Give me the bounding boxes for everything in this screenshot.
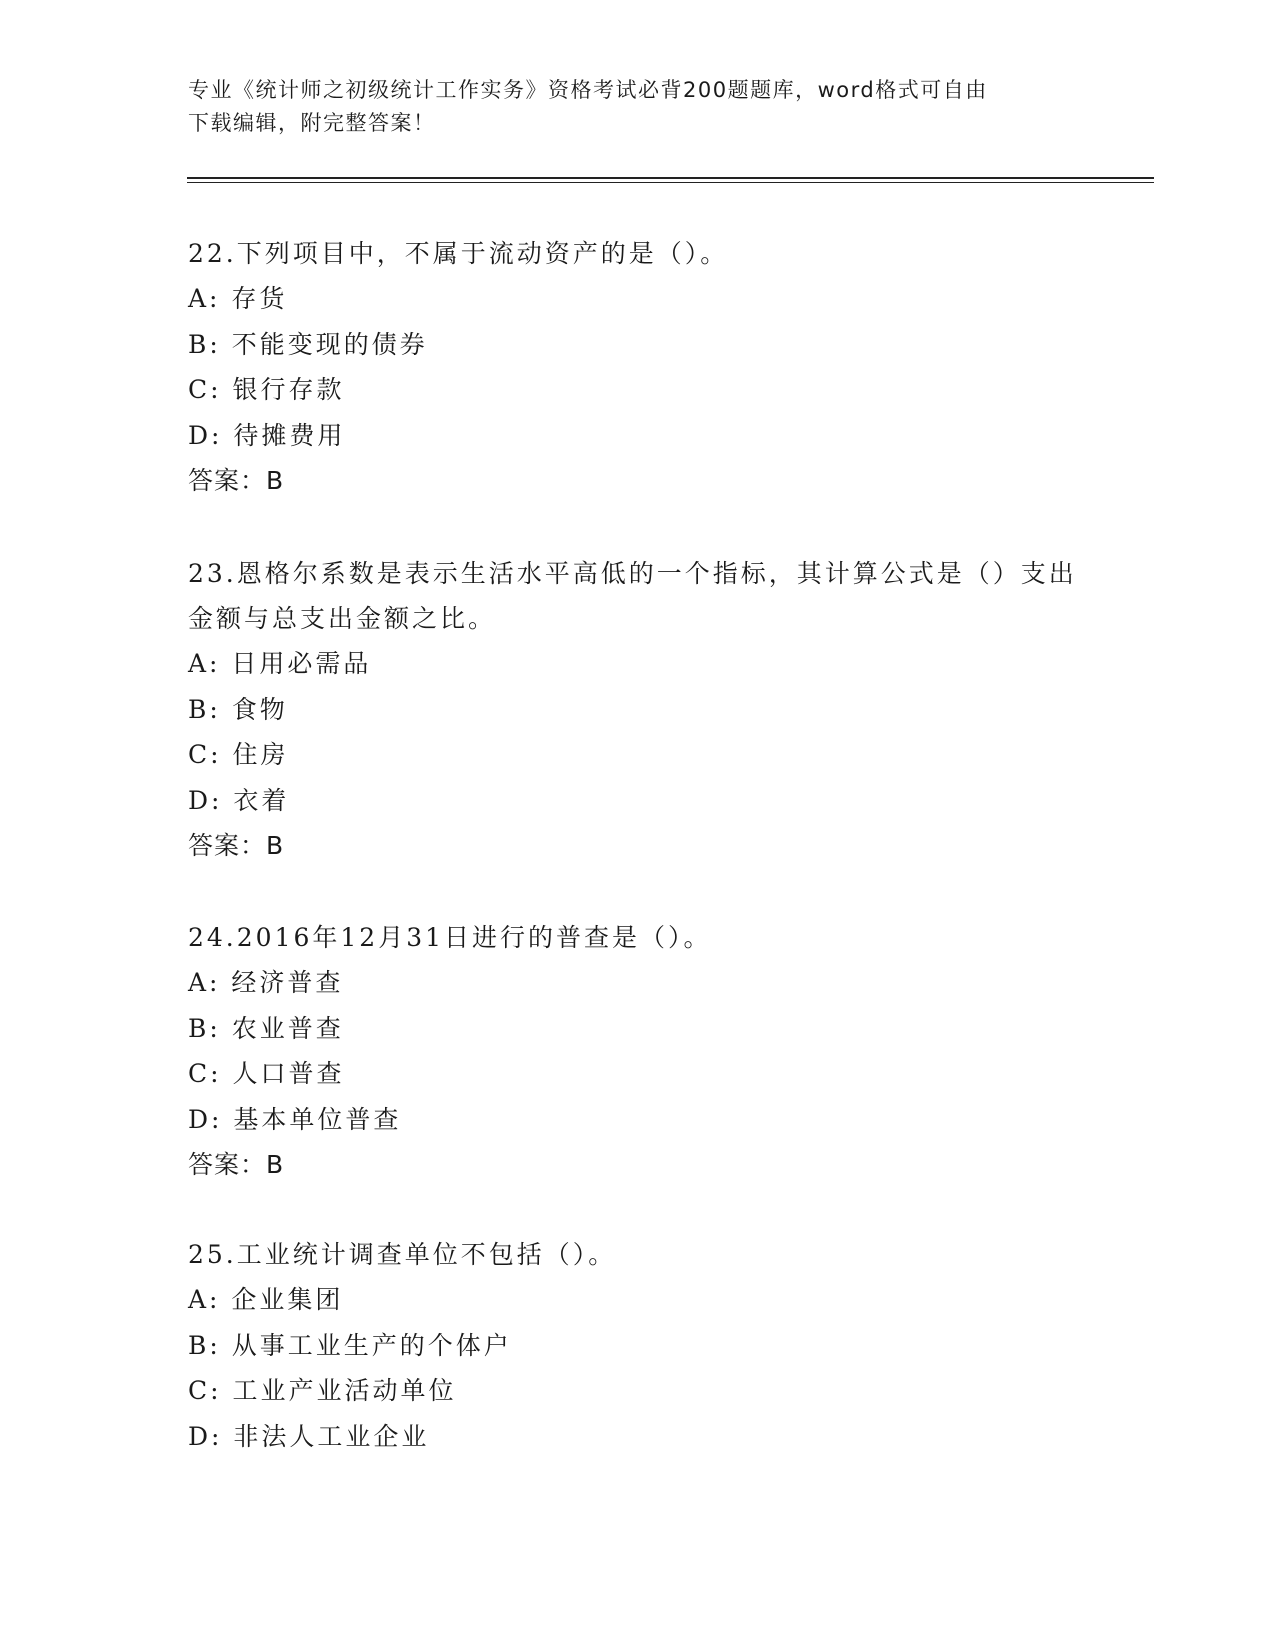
question-stem: 23.恩格尔系数是表示生活水平高低的一个指标，其计算公式是（）支出金额与总支出金额之比。 — [188, 559, 1077, 633]
question-stem: 25.工业统计调查单位不包括（）。 — [188, 1240, 617, 1269]
option-a: A: 日用必需品 — [188, 649, 372, 678]
question-stem: 24.2016年12月31日进行的普查是（）。 — [188, 923, 712, 952]
option-b: B: 农业普查 — [188, 1013, 344, 1043]
answer-label: 答案：B — [188, 831, 285, 860]
question-stem: 22.下列项目中，不属于流动资产的是（）。 — [188, 239, 729, 268]
option-d: D: 基本单位普查 — [188, 1104, 402, 1134]
option-d: D: 衣着 — [188, 785, 290, 815]
answer-label: 答案：B — [188, 466, 285, 495]
option-b: B: 从事工业生产的个体户 — [188, 1330, 512, 1360]
document-header — [188, 74, 1088, 140]
question-22 — [188, 231, 1088, 504]
header-divider-thick — [187, 177, 1154, 179]
question-24 — [188, 915, 1088, 1188]
header-line-1: 专业《统计师之初级统计工作实务》资格考试必背200题题库，word格式可自由 — [188, 78, 988, 102]
question-25 — [188, 1232, 1088, 1459]
header-divider-thin — [187, 182, 1154, 183]
option-a: A: 经济普查 — [188, 968, 344, 997]
option-b: B: 食物 — [188, 694, 288, 724]
option-d: D: 非法人工业企业 — [188, 1421, 430, 1451]
option-c: C: 工业产业活动单位 — [188, 1376, 457, 1405]
option-c: C: 银行存款 — [188, 375, 345, 404]
option-a: A: 存货 — [188, 284, 288, 313]
option-b: B: 不能变现的债券 — [188, 329, 428, 359]
header-line-2: 下载编辑，附完整答案！ — [188, 111, 436, 135]
question-23 — [188, 551, 1088, 869]
option-a: A: 企业集团 — [188, 1285, 344, 1314]
answer-label: 答案：B — [188, 1150, 285, 1179]
option-c: C: 人口普查 — [188, 1059, 345, 1088]
option-d: D: 待摊费用 — [188, 420, 346, 450]
option-c: C: 住房 — [188, 740, 289, 769]
